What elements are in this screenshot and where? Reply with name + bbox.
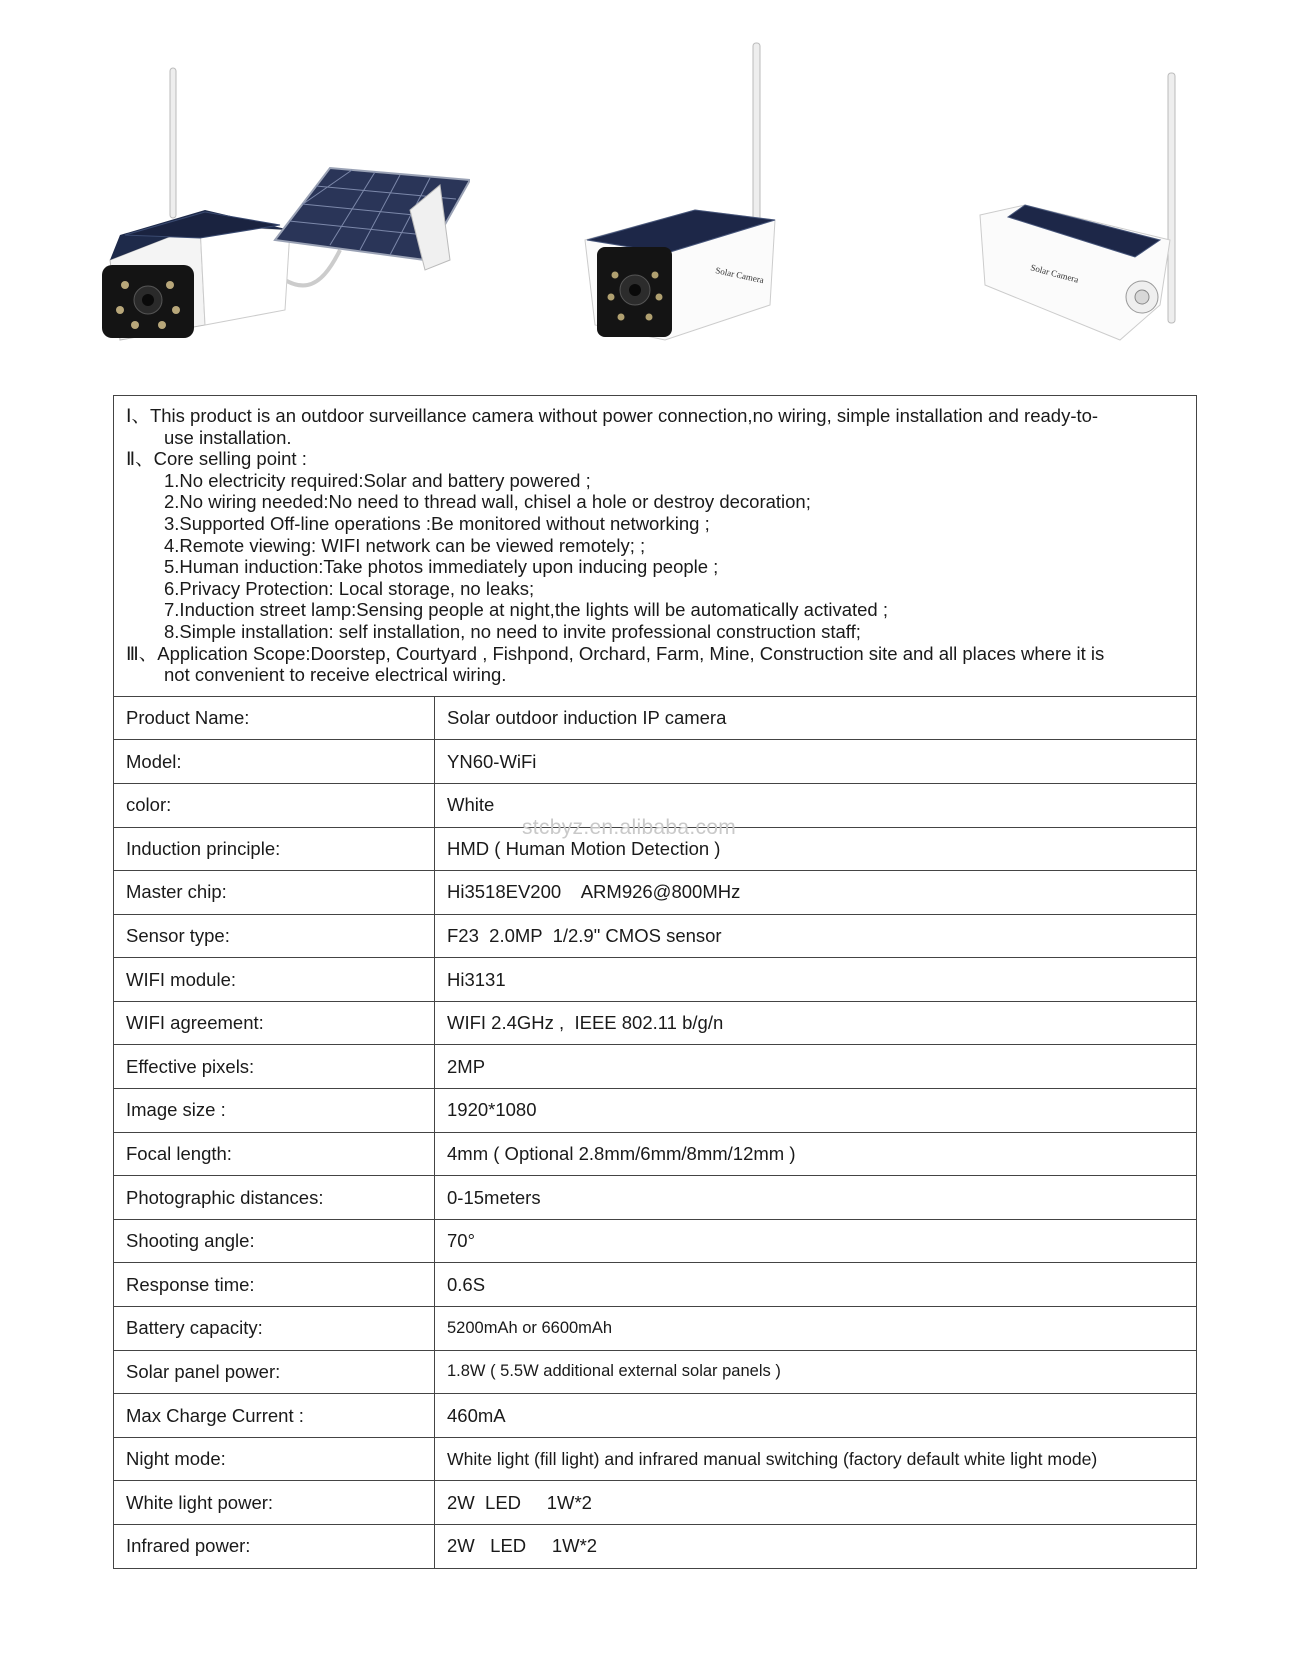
spec-value: Solar outdoor induction IP camera (435, 697, 1197, 740)
spec-key: White light power: (114, 1481, 435, 1525)
intro-item-3-continued: not convenient to receive electrical wiring. (164, 664, 507, 686)
table-row (114, 871, 1196, 915)
spec-key: Solar panel power: (114, 1350, 435, 1394)
camera-label-text: Solar Camera (714, 265, 765, 286)
table-row (114, 1394, 1196, 1438)
spec-value: White light (fill light) and infrared manual switching (factory default white light mode) (435, 1437, 1197, 1481)
roman-numeral-2: Ⅱ、 (126, 448, 154, 470)
table-row (114, 1437, 1196, 1481)
spec-key: color: (114, 783, 435, 827)
roman-numeral-3: Ⅲ、 (126, 642, 158, 664)
selling-point: 4.Remote viewing: WIFI network can be viewed remotely; ; (164, 534, 646, 556)
table-row (114, 1176, 1196, 1220)
spec-key: Effective pixels: (114, 1045, 435, 1089)
table-row (114, 1132, 1196, 1176)
selling-point: 2.No wiring needed:No need to thread wall, chisel a hole or destroy decoration; (164, 491, 811, 513)
camera-label-text-rear: Solar Camera (1029, 262, 1080, 285)
spec-value: 0-15meters (435, 1176, 1197, 1220)
camera-with-solar-panel-image (90, 60, 470, 350)
selling-point: 8.Simple installation: self installation, no need to invite professional construction staff; (164, 620, 861, 642)
spec-key: Max Charge Current : (114, 1394, 435, 1438)
spec-value: 1920*1080 (435, 1089, 1197, 1133)
camera-rear-view-image (970, 65, 1190, 355)
watermark: stcbyz.en.alibaba.com (522, 816, 737, 839)
intro-item-1 (126, 405, 1184, 427)
table-row (114, 958, 1196, 1002)
table-row (114, 1350, 1196, 1394)
table-row (114, 1045, 1196, 1089)
product-photos (0, 0, 1294, 380)
spec-key: Induction principle: (114, 827, 435, 871)
spec-key: Image size : (114, 1089, 435, 1133)
spec-value: 70° (435, 1219, 1197, 1263)
selling-point: 7.Induction street lamp:Sensing people at night,the lights will be automatically activated ; (164, 599, 888, 621)
table-row (114, 1307, 1196, 1351)
spec-key: Master chip: (114, 871, 435, 915)
selling-point: 5.Human induction:Take photos immediately upon inducing people ; (164, 556, 719, 578)
spec-value: F23 2.0MP 1/2.9" CMOS sensor (435, 914, 1197, 958)
spec-key: Response time: (114, 1263, 435, 1307)
spec-key: Sensor type: (114, 914, 435, 958)
spec-value: WIFI 2.4GHz , IEEE 802.11 b/g/n (435, 1001, 1197, 1045)
table-row (114, 1001, 1196, 1045)
spec-value: White (435, 783, 1197, 827)
spec-value: 0.6S (435, 1263, 1197, 1307)
intro-item-3 (126, 643, 1184, 665)
table-row (114, 1219, 1196, 1263)
spec-value: 2W LED 1W*2 (447, 1535, 598, 1557)
table-row (114, 740, 1196, 784)
spec-key: WIFI agreement: (114, 1001, 435, 1045)
spec-value: 2MP (435, 1045, 1197, 1089)
spec-key: Battery capacity: (114, 1307, 435, 1351)
selling-point: 3.Supported Off-line operations :Be monitored without networking ; (164, 512, 710, 534)
intro-item-2-text: Core selling point : (153, 448, 307, 470)
table-row (114, 1263, 1196, 1307)
table-row (114, 914, 1196, 958)
spec-value: YN60-WiFi (435, 740, 1197, 784)
spec-key: Infrared power: (114, 1525, 435, 1568)
spec-value: HMD ( Human Motion Detection ) (435, 827, 1197, 871)
table-row (114, 697, 1196, 740)
spec-key: Product Name: (114, 697, 435, 740)
table-row (114, 1525, 1196, 1568)
spec-value: 2W LED 1W*2 (435, 1481, 1197, 1525)
spec-value: 460mA (435, 1394, 1197, 1438)
spec-key: Model: (114, 740, 435, 784)
camera-front-view-image (575, 35, 795, 345)
spec-key: Shooting angle: (114, 1219, 435, 1263)
spec-value: Hi3518EV200 ARM926@800MHz (435, 871, 1197, 915)
spec-value: 5200mAh or 6600mAh (435, 1307, 1197, 1351)
intro-item-1-continued: use installation. (164, 426, 292, 448)
spec-value: Hi3131 (435, 958, 1197, 1002)
intro-item-3-text: Application Scope:Doorstep, Courtyard , Fishpond, Orchard, Farm, Mine, Construction site and all places where it is (157, 642, 1105, 664)
table-row (114, 1089, 1196, 1133)
spec-key: Night mode: (114, 1437, 435, 1481)
selling-point: 1.No electricity required:Solar and battery powered ; (164, 469, 591, 491)
selling-point: 6.Privacy Protection: Local storage, no leaks; (164, 577, 535, 599)
roman-numeral-1: Ⅰ、 (126, 405, 150, 426)
specification-box (113, 395, 1197, 1569)
spec-value: 1.8W ( 5.5W additional external solar panels ) (435, 1350, 1197, 1394)
intro-section (114, 396, 1196, 697)
spec-key: WIFI module: (114, 958, 435, 1002)
spec-value: 4mm ( Optional 2.8mm/6mm/8mm/12mm ) (435, 1132, 1197, 1176)
intro-item-1-text: This product is an outdoor surveillance camera without power connection,no wiring, simple installation and ready-to- (149, 405, 1099, 426)
spec-key: Focal length: (114, 1132, 435, 1176)
table-row (114, 1481, 1196, 1525)
intro-item-2 (126, 448, 1184, 470)
spec-key: Photographic distances: (114, 1176, 435, 1220)
